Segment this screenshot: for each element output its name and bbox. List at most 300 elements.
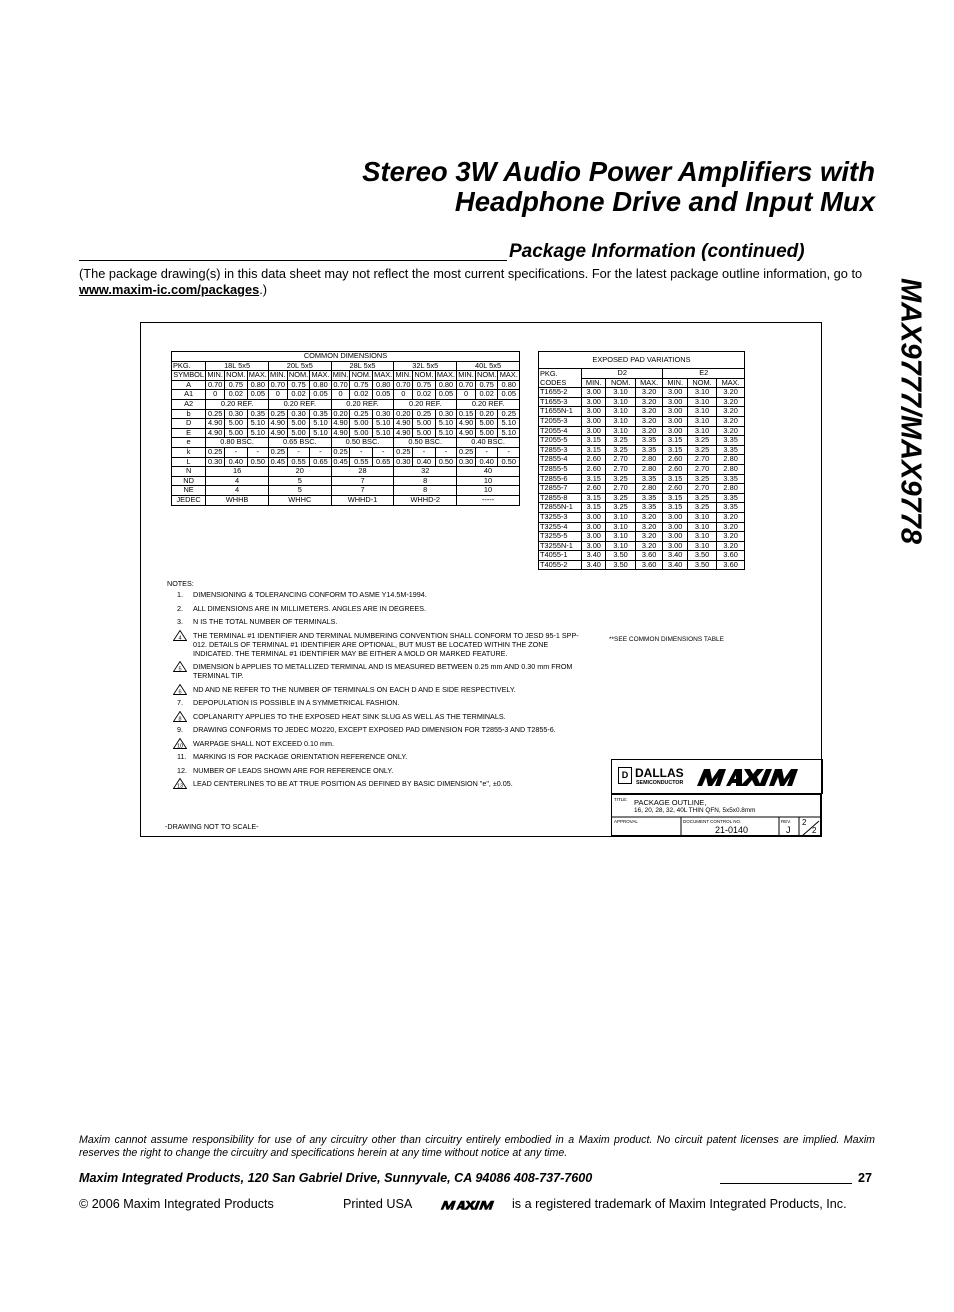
cd-span-cell: 5 — [268, 486, 331, 496]
cd-span-cell: 0.20 REF. — [268, 399, 331, 409]
cd-cell: 0.70 — [394, 380, 413, 390]
cd-cell: 4.90 — [268, 428, 287, 438]
note-number: 11. — [177, 752, 187, 761]
cd-cell: 5.00 — [225, 419, 248, 429]
ep-cell: 3.50 — [606, 551, 635, 561]
section-heading: Package Information (continued) — [509, 241, 805, 262]
ep-cell: 2.60 — [582, 455, 606, 465]
cd-cell: 4.90 — [331, 419, 350, 429]
table-row — [539, 503, 745, 513]
cd-symbol: L — [172, 457, 206, 467]
ep-cell: 3.25 — [606, 436, 635, 446]
ep-cell: 3.00 — [582, 532, 606, 542]
table-row — [539, 464, 745, 474]
ep-cell: 3.10 — [606, 512, 635, 522]
company-address: Maxim Integrated Products, 120 San Gabriel Drive, Sunnyvale, CA 94086 408-737-7600 — [79, 1171, 593, 1185]
cd-pkg-header: 20L 5x5 — [268, 361, 331, 371]
note-number: 9. — [177, 725, 183, 734]
ep-cell: 3.25 — [687, 445, 716, 455]
ep-cell: 3.50 — [687, 551, 716, 561]
cd-span-cell: 10 — [457, 486, 520, 496]
cd-cell: 0.75 — [475, 380, 498, 390]
ep-cell: 2.80 — [635, 484, 663, 494]
title-line-a: PACKAGE OUTLINE, — [634, 798, 707, 807]
list-item — [167, 698, 587, 707]
cd-cell: - — [435, 447, 456, 457]
ep-cell: 3.50 — [687, 560, 716, 570]
intro-paragraph — [79, 266, 875, 298]
trademark-text: is a registered trademark of Maxim Integrated Products, Inc. — [512, 1197, 847, 1211]
table-row — [172, 457, 520, 467]
ep-d2-header: D2 — [582, 369, 663, 379]
ep-cell: 2.70 — [606, 484, 635, 494]
cd-cell: 0.35 — [310, 409, 331, 419]
cd-cell: 5.00 — [413, 428, 436, 438]
cd-span-cell: 8 — [394, 486, 457, 496]
cd-cell: 0.50 — [435, 457, 456, 467]
ep-cell: 3.15 — [582, 493, 606, 503]
dallas-name: DALLAS — [635, 766, 684, 780]
ep-cell: 3.40 — [663, 551, 687, 561]
package-drawing — [140, 322, 822, 837]
cd-symbol: E — [172, 428, 206, 438]
note-text: DIMENSIONING & TOLERANCING CONFORM TO ASME Y14.5M-1994. — [193, 590, 427, 599]
cd-sub-header: NOM. — [226, 370, 246, 380]
doc-control-label: DOCUMENT CONTROL NO. — [683, 819, 742, 824]
cd-cell: 5.00 — [350, 428, 373, 438]
ep-cell: 3.00 — [663, 541, 687, 551]
ep-cell: 3.20 — [635, 532, 663, 542]
drawing-scale-note: -DRAWING NOT TO SCALE- — [165, 822, 259, 831]
svg-text:13: 13 — [176, 783, 184, 789]
ep-cell: 2.70 — [687, 484, 716, 494]
ep-cell: 3.15 — [582, 474, 606, 484]
cd-cell: 0.80 — [310, 380, 331, 390]
sheet-total: 2 — [812, 826, 817, 835]
cd-cell: 0.80 — [435, 380, 456, 390]
cd-pkg-header: 18L 5x5 — [206, 361, 269, 371]
ep-cell: 3.35 — [635, 503, 663, 513]
cd-cell: 0.05 — [247, 390, 268, 400]
ep-cell: 3.15 — [663, 436, 687, 446]
note-text: DRAWING CONFORMS TO JEDEC MO220, EXCEPT EXPOSED PAD DIMENSION FOR T2855-3 AND T2855-6. — [193, 725, 556, 734]
cd-cell: 0.30 — [225, 409, 248, 419]
cd-cell: 0.45 — [331, 457, 350, 467]
cd-cell: 5.00 — [287, 428, 310, 438]
cd-span-cell: 8 — [394, 476, 457, 486]
ep-cell: 3.10 — [687, 397, 716, 407]
cd-pkg-header: 32L 5x5 — [394, 361, 457, 371]
cd-sub-header: MAX. — [436, 370, 455, 380]
ep-code: T4055-1 — [539, 551, 582, 561]
cd-sub-header: NOM. — [414, 370, 434, 380]
svg-text:6: 6 — [178, 688, 182, 695]
cd-symbol: N — [172, 467, 206, 477]
list-item — [167, 685, 587, 694]
ep-cell: 3.25 — [687, 436, 716, 446]
cd-cell: 5.10 — [498, 419, 520, 429]
rev-label: REV. — [781, 819, 792, 824]
table-row — [172, 467, 520, 477]
cd-sub-header: MAX. — [374, 370, 393, 380]
ep-sub-header: NOM. — [687, 378, 716, 388]
cd-cell: 4.90 — [457, 428, 476, 438]
packages-link[interactable]: www.maxim-ic.com/packages — [79, 282, 260, 297]
ep-cell: 3.25 — [687, 503, 716, 513]
cd-cell: 0.02 — [287, 390, 310, 400]
ep-cell: 3.35 — [717, 503, 745, 513]
ep-cell: 2.60 — [582, 464, 606, 474]
dallas-semiconductor: SEMICONDUCTOR — [636, 780, 684, 786]
cd-cell: - — [225, 447, 248, 457]
ep-cell: 3.20 — [635, 407, 663, 417]
cd-cell: 0.25 — [206, 447, 225, 457]
ep-code: T1655-2 — [539, 388, 582, 398]
note-text: N IS THE TOTAL NUMBER OF TERMINALS. — [193, 617, 338, 626]
cd-span-cell: WHHD-2 — [394, 495, 457, 505]
ep-code: T2855-4 — [539, 455, 582, 465]
ep-cell: 3.20 — [635, 426, 663, 436]
note-text: ND AND NE REFER TO THE NUMBER OF TERMINALS ON EACH D AND E SIDE RESPECTIVELY. — [193, 684, 516, 694]
cd-cell: 0.75 — [287, 380, 310, 390]
ep-code: T1655-3 — [539, 397, 582, 407]
list-item — [167, 631, 587, 658]
title-label: TITLE: — [614, 797, 628, 802]
svg-text:5: 5 — [178, 666, 182, 672]
cd-cell: 0.25 — [268, 447, 287, 457]
maxim-trademark-logo — [440, 1199, 504, 1211]
ep-cell: 3.20 — [635, 397, 663, 407]
ep-cell: 3.00 — [582, 541, 606, 551]
ep-code: T2855-7 — [539, 484, 582, 494]
ep-cell: 3.20 — [717, 532, 745, 542]
ep-title: EXPOSED PAD VARIATIONS — [539, 352, 745, 369]
cd-cell: 0.05 — [435, 390, 456, 400]
triangle-note-icon — [173, 738, 187, 751]
cd-cell: 0.02 — [475, 390, 498, 400]
ep-sub-header: MAX. — [717, 378, 745, 388]
ep-cell: 3.20 — [635, 416, 663, 426]
cd-cell: 0.40 — [475, 457, 498, 467]
cd-cell: 0.20 — [475, 409, 498, 419]
ep-cell: 3.10 — [687, 541, 716, 551]
triangle-note-icon — [173, 778, 187, 791]
ep-cell: 2.70 — [606, 464, 635, 474]
cd-span-cell: 4 — [206, 486, 269, 496]
printed-usa: Printed USA — [343, 1197, 413, 1211]
cd-span-cell: WHHD-1 — [331, 495, 394, 505]
cd-cell: 0.25 — [268, 409, 287, 419]
ep-cell: 3.00 — [663, 407, 687, 417]
table-row — [172, 447, 520, 457]
cd-symbol-label: SYMBOL — [173, 370, 205, 380]
ep-cell: 3.00 — [663, 397, 687, 407]
cd-cell: 0.05 — [310, 390, 331, 400]
ep-cell: 3.10 — [687, 388, 716, 398]
svg-text:8: 8 — [178, 715, 182, 722]
cd-cell: 0.55 — [350, 457, 373, 467]
title-line-2: Headphone Drive and Input Mux — [454, 186, 875, 217]
ep-cell: 2.60 — [663, 464, 687, 474]
ep-code: T2855-3 — [539, 445, 582, 455]
ep-cell: 3.35 — [635, 474, 663, 484]
cd-cell: 0.35 — [247, 409, 268, 419]
maxim-logo — [696, 766, 816, 788]
cd-cell: 0.65 — [310, 457, 331, 467]
cd-span-cell: WHHB — [206, 495, 269, 505]
ep-code: T2055-4 — [539, 426, 582, 436]
cd-cell: 5.00 — [475, 419, 498, 429]
ep-code: T1655N-1 — [539, 407, 582, 417]
cd-cell: 0.20 — [394, 409, 413, 419]
ep-cell: 3.10 — [687, 512, 716, 522]
title-block — [611, 759, 823, 837]
ep-cell: 3.25 — [687, 493, 716, 503]
cd-cell: 0.50 — [247, 457, 268, 467]
cd-span-cell: 7 — [331, 486, 394, 496]
list-item — [167, 766, 587, 775]
note-text: NUMBER OF LEADS SHOWN ARE FOR REFERENCE ONLY. — [193, 765, 394, 775]
ep-cell: 3.00 — [663, 532, 687, 542]
cd-span-cell: 28 — [331, 467, 394, 477]
triangle-note-icon — [173, 684, 187, 697]
cd-cell: 0.30 — [373, 409, 394, 419]
ep-e2-header: E2 — [663, 369, 745, 379]
cd-cell: 0 — [206, 390, 225, 400]
cd-cell: 0.25 — [206, 409, 225, 419]
ep-cell: 3.25 — [606, 445, 635, 455]
ep-cell: 3.60 — [635, 560, 663, 570]
table-row — [539, 436, 745, 446]
ep-cell: 3.20 — [717, 397, 745, 407]
cd-cell: 0.80 — [373, 380, 394, 390]
table-row — [539, 416, 745, 426]
table-row — [172, 495, 520, 505]
list-item — [167, 752, 587, 761]
ep-cell: 2.60 — [663, 455, 687, 465]
intro-tail: .) — [259, 282, 268, 297]
cd-cell: 4.90 — [206, 428, 225, 438]
exposed-pad-note: **SEE COMMON DIMENSIONS TABLE — [609, 636, 724, 643]
ep-title-row — [539, 352, 745, 369]
table-row — [539, 455, 745, 465]
rev-value: J — [786, 825, 791, 835]
ep-code: T2055-3 — [539, 416, 582, 426]
table-row — [539, 484, 745, 494]
ep-cell: 3.35 — [635, 436, 663, 446]
list-item — [167, 590, 587, 599]
cd-span-cell: 0.20 REF. — [331, 399, 394, 409]
cd-cell: 5.00 — [287, 419, 310, 429]
cd-sub-header: MIN. — [207, 370, 223, 380]
cd-span-cell: 5 — [268, 476, 331, 486]
cd-cell: 0.30 — [457, 457, 476, 467]
ep-cell: 3.20 — [635, 512, 663, 522]
cd-symbol: JEDEC — [172, 495, 206, 505]
ep-cell: 3.15 — [663, 493, 687, 503]
cd-title: COMMON DIMENSIONS — [172, 352, 520, 362]
cd-cell: 0.70 — [331, 380, 350, 390]
ep-cell: 3.20 — [635, 388, 663, 398]
ep-cell: 3.15 — [582, 445, 606, 455]
ep-code: T4055-2 — [539, 560, 582, 570]
cd-symbol: A2 — [172, 399, 206, 409]
cd-sub-header: MAX. — [248, 370, 267, 380]
cd-cell: 0.80 — [247, 380, 268, 390]
table-row — [539, 512, 745, 522]
cd-cell: 0.25 — [413, 409, 436, 419]
cd-cell: 0.70 — [457, 380, 476, 390]
cd-cell: 0.05 — [373, 390, 394, 400]
ep-code: T2855N-1 — [539, 503, 582, 513]
notes-heading: NOTES: — [167, 579, 194, 588]
cd-cell: 4.90 — [394, 428, 413, 438]
ep-cell: 2.70 — [687, 455, 716, 465]
ep-cell: 3.20 — [717, 512, 745, 522]
svg-text:10: 10 — [176, 742, 184, 749]
cd-cell: 5.00 — [350, 419, 373, 429]
ep-cell: 3.20 — [635, 522, 663, 532]
table-row — [539, 551, 745, 561]
ep-cell: 3.10 — [687, 522, 716, 532]
approval-label: APPROVAL — [614, 819, 638, 824]
note-number: 3. — [177, 617, 183, 626]
cd-cell: 5.10 — [498, 428, 520, 438]
ep-cell: 3.25 — [687, 474, 716, 484]
cd-span-cell: 40 — [457, 467, 520, 477]
cd-cell: 5.00 — [475, 428, 498, 438]
list-item — [167, 604, 587, 613]
cd-cell: 0.20 — [331, 409, 350, 419]
cd-sub-header: NOM. — [351, 370, 371, 380]
title-grid — [611, 794, 821, 836]
dallas-logo — [618, 764, 688, 788]
ep-code: T2855-8 — [539, 493, 582, 503]
cd-cell: 0.05 — [498, 390, 520, 400]
list-item — [167, 662, 587, 680]
cd-cell: 0.30 — [287, 409, 310, 419]
title-line-1: Stereo 3W Audio Power Amplifiers with — [362, 156, 875, 187]
cd-sub-header: NOM. — [288, 370, 309, 380]
cd-cell: 0 — [457, 390, 476, 400]
ep-codes-label: PKG. CODES — [539, 369, 582, 388]
footer-rule — [720, 1183, 852, 1184]
note-text: ALL DIMENSIONS ARE IN MILLIMETERS. ANGLES ARE IN DEGREES. — [193, 603, 426, 613]
ep-cell: 3.35 — [717, 436, 745, 446]
ep-cell: 3.40 — [663, 560, 687, 570]
cd-span-cell: 0.65 BSC. — [268, 438, 331, 448]
note-text: THE TERMINAL #1 IDENTIFIER AND TERMINAL NUMBERING CONVENTION SHALL CONFORM TO JESD 95-1 SPP-012. DETAILS OF TERMINAL #1 IDENTIFIER ARE OPTIONAL, BUT MUST BE LOCATED WITHIN THE ZONE INDICATED. THE TERMINAL #1 IDENTIFIER MAY BE EITHER A MOLD OR MARKED FEATURE. — [193, 630, 579, 658]
ep-cell: 3.00 — [582, 426, 606, 436]
ep-code: T3255-3 — [539, 512, 582, 522]
ep-cell: 3.35 — [717, 445, 745, 455]
cd-cell: 0.30 — [394, 457, 413, 467]
ep-head-row — [539, 369, 745, 379]
cd-cell: 0.80 — [498, 380, 520, 390]
ep-cell: 3.15 — [663, 503, 687, 513]
ep-cell: 3.10 — [606, 416, 635, 426]
ep-cell: 3.15 — [582, 436, 606, 446]
ep-code: T2855-6 — [539, 474, 582, 484]
list-item — [167, 779, 587, 788]
table-row — [539, 532, 745, 542]
ep-cell: 3.00 — [582, 397, 606, 407]
ep-cell: 3.10 — [606, 532, 635, 542]
cd-symbol: b — [172, 409, 206, 419]
ep-cell: 3.00 — [663, 416, 687, 426]
cd-cell: 0.75 — [225, 380, 248, 390]
cd-cell: 0.45 — [268, 457, 287, 467]
cd-cell: 5.10 — [435, 419, 456, 429]
ep-cell: 3.20 — [635, 541, 663, 551]
ep-code: T2055-5 — [539, 436, 582, 446]
page-title — [200, 157, 875, 217]
cd-cell: 0 — [268, 390, 287, 400]
cd-span-cell: 0.40 BSC. — [457, 438, 520, 448]
ep-cell: 3.00 — [582, 416, 606, 426]
ep-cell: 2.80 — [635, 455, 663, 465]
cd-cell: - — [413, 447, 436, 457]
table-row — [539, 560, 745, 570]
cd-span-cell: 0.20 REF. — [206, 399, 269, 409]
note-text: MARKING IS FOR PACKAGE ORIENTATION REFERENCE ONLY. — [193, 752, 408, 761]
ep-code: T3255N-1 — [539, 541, 582, 551]
ep-cell: 3.00 — [663, 388, 687, 398]
note-number: 1. — [177, 590, 183, 599]
cd-span-cell: 7 — [331, 476, 394, 486]
ep-sub-header: MAX. — [635, 378, 663, 388]
cd-cell: - — [247, 447, 268, 457]
disclaimer: Maxim cannot assume responsibility for use of any circuitry other than circuitry entirely embodied in a Maxim product. No circuit patent licenses are implied. Maxim reserves the right to change the circuitry and specifications herein at any time without notice at any time. — [79, 1134, 875, 1159]
ep-cell: 2.60 — [663, 484, 687, 494]
ep-cell: 2.70 — [606, 455, 635, 465]
ep-cell: 3.60 — [717, 551, 745, 561]
cd-cell: 0.70 — [268, 380, 287, 390]
page-number: 27 — [858, 1171, 873, 1185]
ep-code: T3255-5 — [539, 532, 582, 542]
ep-cell: 3.10 — [687, 426, 716, 436]
ep-cell: 3.25 — [606, 493, 635, 503]
cd-symbol: NE — [172, 486, 206, 496]
cd-symbol: k — [172, 447, 206, 457]
cd-cell: - — [498, 447, 520, 457]
ep-cell: 3.35 — [717, 493, 745, 503]
cd-cell: 0.40 — [413, 457, 436, 467]
cd-cell: 0 — [394, 390, 413, 400]
cd-pkg-label: PKG. — [172, 361, 206, 371]
ep-cell: 3.20 — [717, 541, 745, 551]
table-row — [172, 486, 520, 496]
ep-cell: 3.10 — [606, 388, 635, 398]
svg-text:4: 4 — [178, 634, 182, 641]
cd-pkg-header: 28L 5x5 — [331, 361, 394, 371]
cd-span-cell: 32 — [394, 467, 457, 477]
cd-span-cell: 16 — [206, 467, 269, 477]
cd-sub-header: NOM. — [477, 370, 497, 380]
cd-cell: 0.30 — [435, 409, 456, 419]
ep-cell: 3.35 — [635, 445, 663, 455]
note-text: DEPOPULATION IS POSSIBLE IN A SYMMETRICAL FASHION. — [193, 698, 400, 707]
ep-cell: 2.80 — [717, 455, 745, 465]
section-rule — [79, 260, 507, 261]
cd-cell: 5.10 — [373, 428, 394, 438]
ep-sub-header: MIN. — [582, 378, 606, 388]
cd-cell: 0.50 — [498, 457, 520, 467]
note-text: COPLANARITY APPLIES TO THE EXPOSED HEAT SINK SLUG AS WELL AS THE TERMINALS. — [193, 711, 506, 721]
ep-cell: 3.15 — [663, 445, 687, 455]
cd-symbol: D — [172, 419, 206, 429]
ep-cell: 3.00 — [582, 407, 606, 417]
